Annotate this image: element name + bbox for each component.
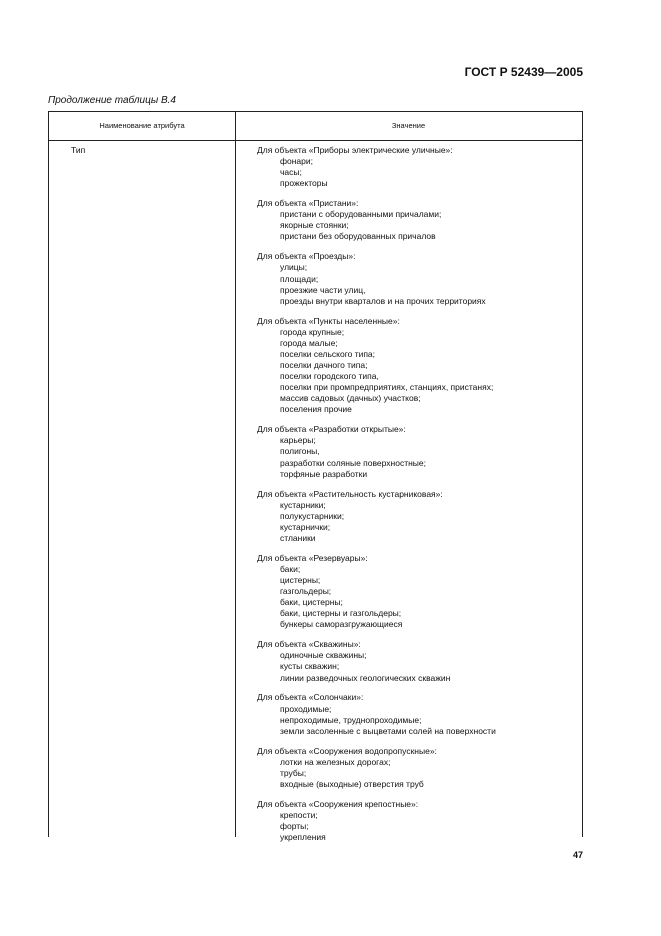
value-item: полукустарники;: [280, 510, 345, 521]
value-item: полигоны,: [280, 446, 320, 457]
value-item: баки, цистерны и газгольдеры;: [280, 608, 402, 619]
value-item: поселения прочие: [280, 404, 352, 415]
value-item: пристани с оборудованными причалами;: [280, 209, 442, 220]
value-item: цистерны;: [280, 574, 321, 585]
value-item: поселки сельского типа;: [280, 348, 376, 359]
standard-code: ГОСТ Р 52439—2005: [464, 65, 583, 79]
value-group-title: Для объекта «Сооружения крепостные»:: [257, 798, 419, 809]
value-item: одиночные скважины;: [280, 650, 367, 661]
value-item: трубы;: [280, 767, 307, 778]
value-group: [257, 424, 577, 479]
value-item: земли засоленные с выцветами солей на поверхности: [280, 725, 496, 736]
value-group: [257, 746, 577, 790]
value-group-title: Для объекта «Приборы электрические уличные»:: [257, 145, 453, 155]
value-group-title: Для объекта «Пристани»:: [257, 198, 359, 209]
value-group-title: Для объекта «Проезды»:: [257, 251, 356, 262]
value-item: крепости;: [280, 809, 318, 820]
value-group: [257, 145, 577, 189]
value-group: [257, 316, 577, 416]
value-item: карьеры;: [280, 435, 316, 446]
value-group-title: Для объекта «Растительность кустарниковая»:: [257, 488, 443, 499]
value-item: якорные стоянки;: [280, 220, 349, 231]
attribute-name: Тип: [71, 145, 86, 155]
attribute-table: [48, 111, 583, 843]
value-item: непроходимые, труднопроходимые;: [280, 714, 422, 725]
value-item: баки, цистерны;: [280, 597, 343, 608]
value-item: поселки дачного типа;: [280, 359, 368, 370]
value-item: города крупные;: [280, 326, 345, 337]
value-item: торфяные разработки: [280, 468, 368, 479]
page-number: 47: [572, 850, 583, 860]
value-item: стланики: [280, 532, 316, 543]
value-item: часы;: [280, 167, 302, 178]
value-item: проезжие части улиц,: [280, 284, 366, 295]
value-group-title: Для объекта «Сооружения водопропускные»:: [257, 745, 437, 756]
value-group: [257, 251, 577, 306]
column-header-attribute: Наименование атрибута: [99, 121, 185, 130]
value-group: [257, 639, 577, 683]
value-group: [257, 553, 577, 631]
value-group-title: Для объекта «Резервуары»:: [257, 552, 368, 563]
value-group-title: Для объекта «Скважины»:: [257, 639, 361, 650]
value-group-title: Для объекта «Пункты населенные»:: [257, 315, 400, 326]
value-item: форты;: [280, 820, 309, 831]
value-item: прожекторы: [280, 178, 328, 189]
value-item: проходимые;: [280, 703, 332, 714]
value-item: баки;: [280, 563, 301, 574]
value-group: [257, 799, 577, 843]
value-item: линии разведочных геологических скважин: [280, 672, 451, 683]
value-item: поселки городского типа,: [280, 371, 379, 382]
value-item: пристани без оборудованных причалов: [280, 231, 436, 242]
value-group: [257, 198, 577, 242]
value-item: входные (выходные) отверстия труб: [280, 778, 424, 789]
value-group: [257, 692, 577, 736]
column-divider: [235, 112, 236, 837]
value-item: города малые;: [280, 337, 338, 348]
value-item: кустарники;: [280, 499, 326, 510]
value-item: лотки на железных дорогах;: [280, 756, 391, 767]
header-divider: [49, 140, 582, 141]
value-item: кусты скважин;: [280, 661, 340, 672]
value-item: площади;: [280, 273, 319, 284]
value-item: разработки соляные поверхностные;: [280, 457, 426, 468]
value-item: поселки при промпредприятиях, станциях, пристанях;: [280, 382, 494, 393]
table-caption: Продолжение таблицы В.4: [48, 95, 176, 106]
value-item: проезды внутри кварталов и на прочих территориях: [280, 295, 486, 306]
values-list: [257, 145, 577, 852]
value-group-title: Для объекта «Солончаки»:: [257, 692, 364, 703]
value-group: [257, 489, 577, 544]
value-item: газгольдеры;: [280, 586, 332, 597]
value-item: кустарнички;: [280, 521, 331, 532]
value-item: массив садовых (дачных) участков;: [280, 393, 421, 404]
value-item: укрепления: [280, 832, 326, 843]
value-group-title: Для объекта «Разработки открытые»:: [257, 424, 406, 435]
value-item: фонари;: [280, 156, 313, 167]
value-item: улицы;: [280, 262, 308, 273]
value-item: бункеры саморазгружающиеся: [280, 619, 403, 630]
column-header-value: Значение: [391, 121, 426, 130]
